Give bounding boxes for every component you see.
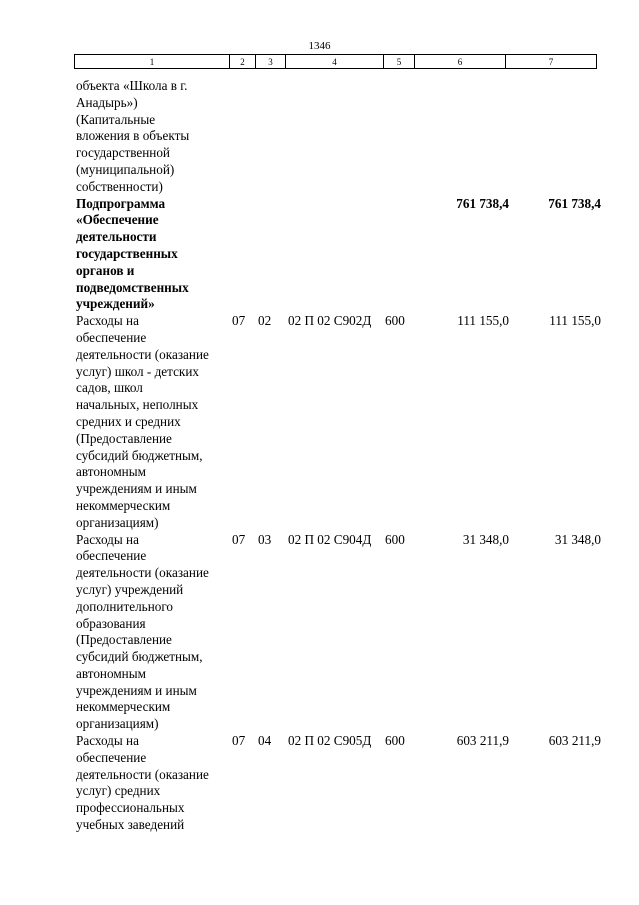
row-name-line: некоммерческим — [76, 699, 171, 715]
amount-column-6: 603 211,9 — [456, 733, 509, 749]
row-name-line: Подпрограмма — [76, 195, 166, 211]
row-name-line: субсидий бюджетным, — [76, 447, 203, 463]
row-name-line: начальных, неполных — [76, 397, 199, 413]
budget-table-body — [0, 78, 639, 834]
target-article-code: 02 П 02 С905Д — [288, 733, 372, 749]
column-number-header — [74, 54, 597, 69]
row-name-line: государственных — [76, 245, 178, 261]
column-number-3: 3 — [256, 55, 286, 69]
expense-type-code: 600 — [385, 531, 405, 547]
column-number-2: 2 — [230, 55, 256, 69]
amount-column-6: 31 348,0 — [462, 531, 509, 547]
column-number-5: 5 — [384, 55, 415, 69]
row-name-line: образования — [76, 615, 146, 631]
row-name-line: Анадырь») — [76, 94, 138, 110]
table-row — [0, 532, 639, 734]
page-number: 1346 — [308, 40, 331, 52]
row-name-line: Расходы на — [76, 733, 139, 749]
row-name-line: автономным — [76, 665, 146, 681]
row-name — [76, 733, 231, 834]
expense-type-code: 600 — [385, 313, 405, 329]
row-name-line: Расходы на — [76, 531, 139, 547]
row-name-line: услуг) учреждений — [76, 581, 184, 597]
row-name-line: деятельности (оказание — [76, 565, 209, 581]
row-name-line: средних и средних — [76, 413, 181, 429]
row-name-line: обеспечение — [76, 749, 147, 765]
row-name-line: дополнительного — [76, 598, 174, 614]
row-name-line: некоммерческим — [76, 497, 171, 513]
section-code: 07 — [232, 531, 246, 547]
subsection-code: 02 — [258, 313, 272, 329]
row-name-line: (Предоставление — [76, 430, 172, 446]
row-name — [76, 196, 231, 314]
row-name-line: (Предоставление — [76, 632, 172, 648]
row-name-line: собственности) — [76, 178, 163, 194]
row-name-line: услуг) средних — [76, 783, 161, 799]
row-name-line: организациям) — [76, 716, 159, 732]
row-name-line: объекта «Школа в г. — [76, 78, 188, 93]
column-number-4: 4 — [286, 55, 384, 69]
row-name-line: деятельности — [76, 229, 157, 245]
table-row — [0, 313, 639, 531]
section-code: 07 — [232, 313, 246, 329]
table-row — [0, 196, 639, 314]
subsection-code: 03 — [258, 531, 272, 547]
section-code: 07 — [232, 733, 246, 749]
row-name-line: услуг) школ - детских — [76, 363, 199, 379]
amount-column-7: 603 211,9 — [548, 733, 601, 749]
row-name-line: организациям) — [76, 514, 159, 530]
row-name-line: садов, школ — [76, 380, 143, 396]
expense-type-code: 600 — [385, 733, 405, 749]
row-name-line: «Обеспечение — [76, 212, 159, 228]
row-name — [76, 313, 231, 531]
table-row — [0, 733, 639, 834]
row-name — [76, 78, 231, 196]
row-name-line: обеспечение — [76, 548, 147, 564]
table-row — [0, 78, 639, 196]
row-name-line: учебных заведений — [76, 817, 185, 833]
row-name-line: обеспечение — [76, 329, 147, 345]
amount-column-7: 761 738,4 — [548, 195, 601, 211]
row-name-line: профессиональных — [76, 800, 185, 816]
row-name-line: учреждений» — [76, 296, 155, 312]
row-name-line: государственной — [76, 145, 170, 161]
row-name-line: вложения в объекты — [76, 128, 190, 144]
row-name-line: (муниципальной) — [76, 161, 175, 177]
amount-column-6: 761 738,4 — [456, 195, 509, 211]
target-article-code: 02 П 02 С904Д — [288, 531, 372, 547]
row-name — [76, 532, 231, 734]
column-number-7: 7 — [506, 55, 597, 69]
column-number-6: 6 — [415, 55, 506, 69]
row-name-line: деятельности (оказание — [76, 766, 209, 782]
row-name-line: деятельности (оказание — [76, 346, 209, 362]
column-number-1: 1 — [75, 55, 230, 69]
row-name-line: подведомственных — [76, 279, 189, 295]
subsection-code: 04 — [258, 733, 272, 749]
row-name-line: Расходы на — [76, 313, 139, 329]
row-name-line: органов и — [76, 262, 135, 278]
row-name-line: автономным — [76, 464, 146, 480]
amount-column-7: 111 155,0 — [549, 313, 601, 329]
row-name-line: (Капитальные — [76, 111, 156, 127]
row-name-line: учреждениям и иным — [76, 682, 197, 698]
target-article-code: 02 П 02 С902Д — [288, 313, 372, 329]
row-name-line: субсидий бюджетным, — [76, 649, 203, 665]
row-name-line: учреждениям и иным — [76, 481, 197, 497]
amount-column-7: 31 348,0 — [554, 531, 601, 547]
amount-column-6: 111 155,0 — [457, 313, 509, 329]
